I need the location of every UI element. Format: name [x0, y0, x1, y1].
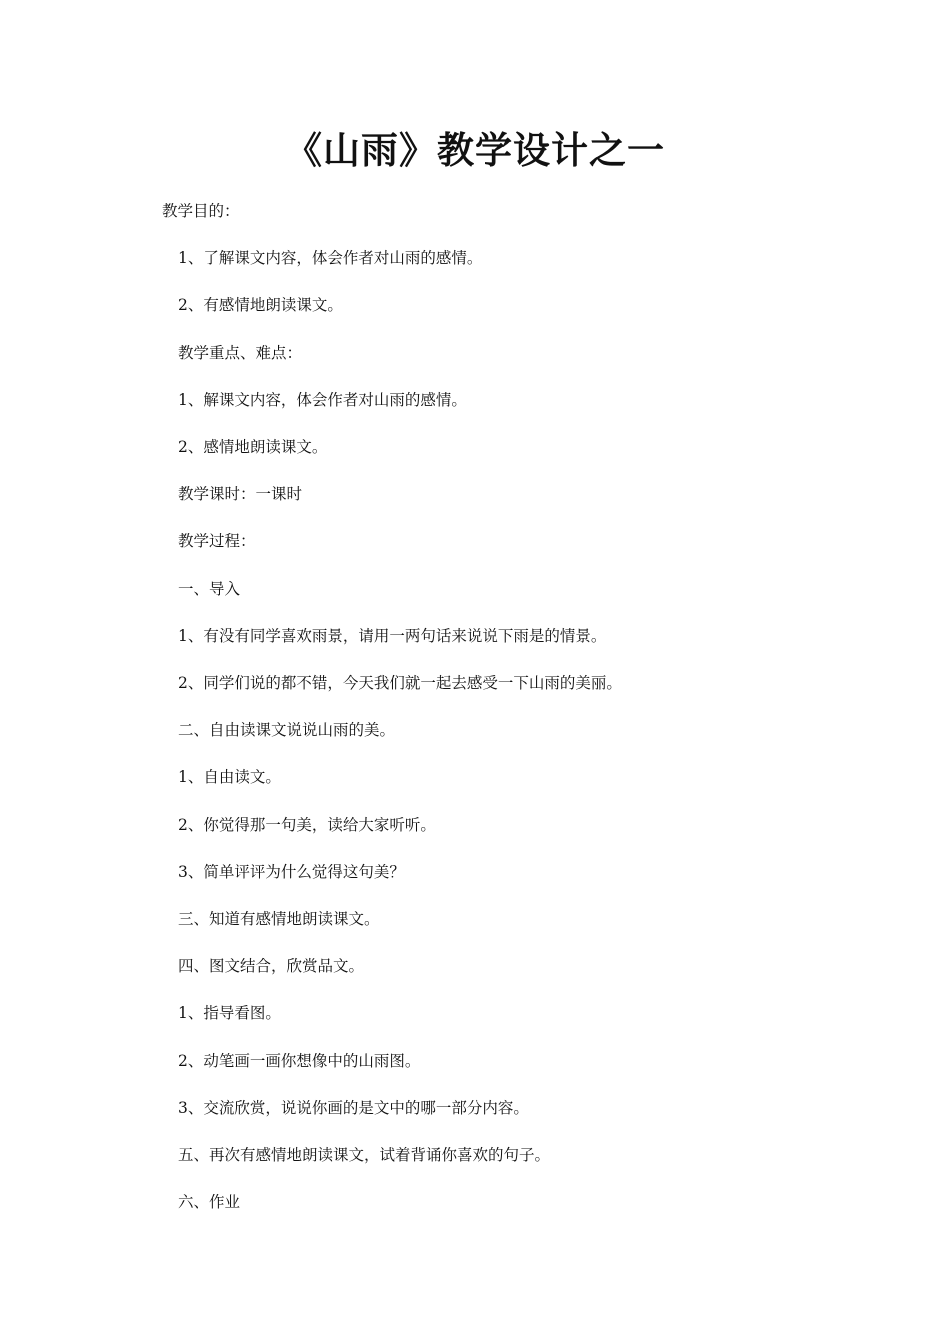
- paragraph: 五、再次有感情地朗读课文，试着背诵你喜欢的句子。: [178, 1146, 551, 1164]
- paragraph: 1、指导看图。: [178, 1004, 281, 1022]
- paragraph: 1、自由读文。: [178, 768, 281, 786]
- document-title: 《山雨》教学设计之一: [285, 128, 665, 172]
- paragraph: 教学重点、难点：: [178, 344, 303, 362]
- paragraph: 1、有没有同学喜欢雨景，请用一两句话来说说下雨是的情景。: [178, 627, 607, 645]
- paragraph: 教学目的：: [162, 202, 240, 220]
- paragraph: 教学课时：一课时: [178, 485, 303, 503]
- paragraph: 二、自由读课文说说山雨的美。: [178, 721, 396, 739]
- paragraph: 三、知道有感情地朗读课文。: [178, 910, 380, 928]
- paragraph: 1、解课文内容，体会作者对山雨的感情。: [178, 391, 467, 409]
- paragraph: 1、了解课文内容，体会作者对山雨的感情。: [178, 249, 483, 267]
- paragraph: 四、图文结合，欣赏品文。: [178, 957, 365, 975]
- paragraph: 2、有感情地朗读课文。: [178, 296, 343, 314]
- paragraph: 教学过程：: [178, 532, 256, 550]
- paragraph: 六、作业: [178, 1193, 241, 1211]
- paragraph: 3、交流欣赏，说说你画的是文中的哪一部分内容。: [178, 1099, 529, 1117]
- paragraph: 一、导入: [178, 580, 241, 598]
- paragraph: 3、简单评评为什么觉得这句美？: [178, 863, 405, 881]
- paragraph: 2、动笔画一画你想像中的山雨图。: [178, 1052, 421, 1070]
- paragraph: 2、同学们说的都不错，今天我们就一起去感受一下山雨的美丽。: [178, 674, 622, 692]
- paragraph: 2、你觉得那一句美，读给大家听听。: [178, 816, 436, 834]
- paragraph: 2、感情地朗读课文。: [178, 438, 328, 456]
